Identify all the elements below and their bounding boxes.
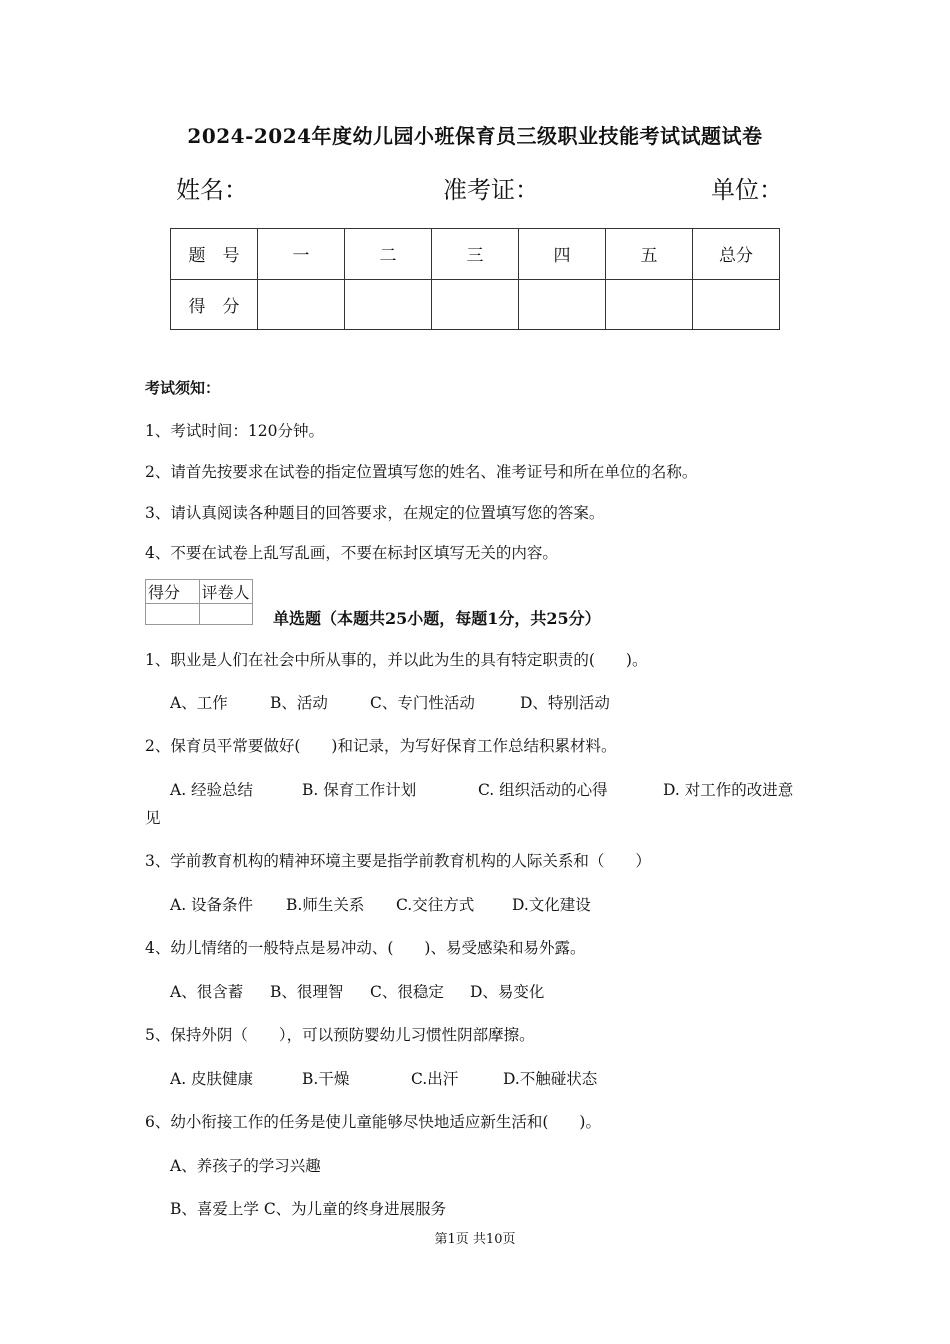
score-table-header-cell: 三 bbox=[432, 229, 519, 280]
option: A. 皮肤健康 bbox=[170, 1070, 254, 1088]
score-table bbox=[170, 228, 780, 330]
grader-box-score-label: 得分 bbox=[146, 580, 200, 604]
name-field-label: 姓名： bbox=[176, 176, 248, 204]
option: B、很理智 bbox=[270, 983, 344, 1001]
score-table-header-cell: 一 bbox=[258, 229, 345, 280]
option: C.出汗 bbox=[411, 1070, 459, 1088]
option: C.交往方式 bbox=[396, 896, 475, 914]
question-text: 1、职业是人们在社会中所从事的，并以此为生的具有特定职责的( )。 bbox=[145, 651, 648, 669]
question-text: 5、保持外阴（ ），可以预防婴幼儿习惯性阴部摩擦。 bbox=[145, 1026, 535, 1044]
score-cell[interactable] bbox=[345, 279, 432, 330]
option: A. 设备条件 bbox=[170, 896, 254, 914]
notice-item: 4、不要在试卷上乱写乱画，不要在标封区填写无关的内容。 bbox=[145, 544, 558, 562]
option: B.干燥 bbox=[302, 1070, 350, 1088]
question-text: 2、保育员平常要做好( )和记录，为写好保育工作总结积累材料。 bbox=[145, 737, 617, 755]
question-text: 4、幼儿情绪的一般特点是易冲动、( )、易受感染和易外露。 bbox=[145, 939, 586, 957]
score-table-header-row bbox=[171, 229, 780, 280]
grader-box bbox=[145, 579, 253, 625]
option: C、专门性活动 bbox=[370, 694, 475, 712]
score-cell[interactable] bbox=[432, 279, 519, 330]
exam-number-field-label: 准考证： bbox=[443, 176, 539, 204]
option-wrap: 见 bbox=[145, 809, 161, 827]
question-options bbox=[170, 778, 793, 800]
score-cell[interactable] bbox=[693, 279, 780, 330]
grader-box-grader-cell[interactable] bbox=[199, 604, 253, 625]
question-options bbox=[170, 691, 610, 713]
option: D.文化建设 bbox=[512, 896, 591, 914]
section-title: 单选题（本题共25小题，每题1分，共25分） bbox=[273, 609, 601, 628]
notice-item: 1、考试时间：120分钟。 bbox=[145, 422, 324, 440]
grader-box-grader-label: 评卷人 bbox=[199, 580, 253, 604]
grader-box-score-cell[interactable] bbox=[146, 604, 200, 625]
score-cell[interactable] bbox=[606, 279, 693, 330]
document-title: 2024-2024年度幼儿园小班保育员三级职业技能考试试题试卷 bbox=[187, 124, 763, 148]
option: B、喜爱上学 C、为儿童的终身进展服务 bbox=[170, 1200, 447, 1218]
option: B、活动 bbox=[270, 694, 328, 712]
score-table-header-cell: 五 bbox=[606, 229, 693, 280]
option: D.不触碰状态 bbox=[503, 1070, 598, 1088]
option: C、很稳定 bbox=[370, 983, 444, 1001]
notice-item: 3、请认真阅读各种题目的回答要求，在规定的位置填写您的答案。 bbox=[145, 504, 605, 522]
score-cell[interactable] bbox=[258, 279, 345, 330]
question-options bbox=[170, 980, 544, 1002]
question-text: 3、学前教育机构的精神环境主要是指学前教育机构的人际关系和（ ） bbox=[145, 852, 651, 870]
option: C. 组织活动的心得 bbox=[478, 781, 608, 799]
notice-item: 2、请首先按要求在试卷的指定位置填写您的姓名、准考证号和所在单位的名称。 bbox=[145, 463, 698, 481]
score-table-header-cell: 二 bbox=[345, 229, 432, 280]
option: D、特别活动 bbox=[520, 694, 610, 712]
question-text: 6、幼小衔接工作的任务是使儿童能够尽快地适应新生活和( )。 bbox=[145, 1113, 601, 1131]
option: A、养孩子的学习兴趣 bbox=[170, 1157, 321, 1175]
score-table-header-cell: 题 号 bbox=[171, 229, 258, 280]
option: A、工作 bbox=[170, 694, 228, 712]
notice-title: 考试须知： bbox=[145, 379, 221, 397]
option: D. 对工作的改进意 bbox=[663, 781, 794, 799]
question-options bbox=[170, 1067, 597, 1089]
score-table-header-cell: 总分 bbox=[693, 229, 780, 280]
option: B. 保育工作计划 bbox=[302, 781, 417, 799]
option: A、很含蓄 bbox=[170, 983, 244, 1001]
score-cell[interactable] bbox=[519, 279, 606, 330]
question-options bbox=[170, 893, 591, 915]
score-table-score-row bbox=[171, 279, 780, 330]
page-footer: 第1页 共10页 bbox=[434, 1232, 516, 1247]
option: B.师生关系 bbox=[286, 896, 365, 914]
option: D、易变化 bbox=[470, 983, 545, 1001]
unit-field-label: 单位： bbox=[711, 176, 783, 204]
score-table-header-cell: 四 bbox=[519, 229, 606, 280]
option: A. 经验总结 bbox=[170, 781, 254, 799]
score-row-label: 得 分 bbox=[171, 279, 258, 330]
